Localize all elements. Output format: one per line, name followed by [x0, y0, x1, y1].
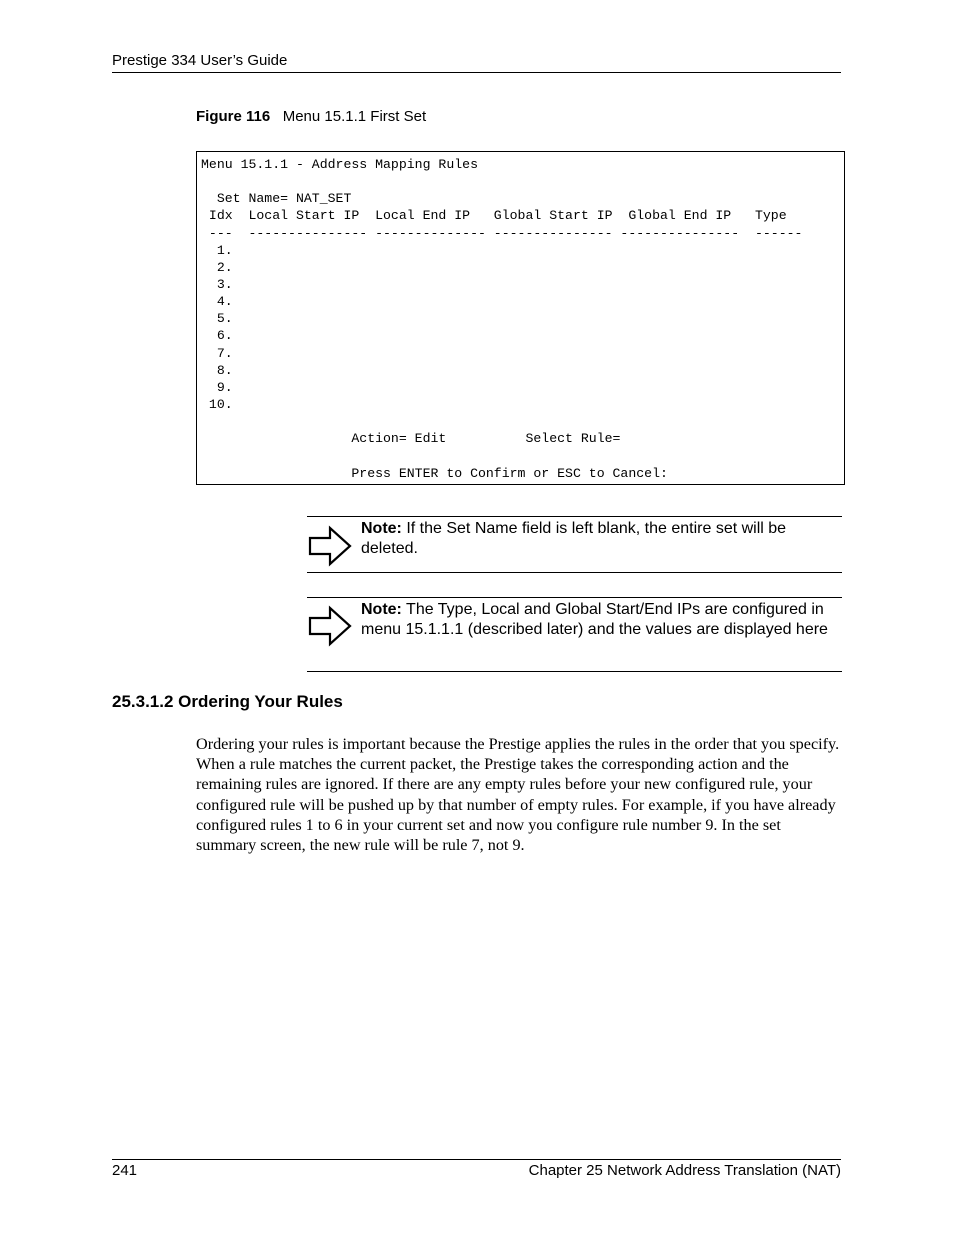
terminal-line: Press ENTER to Confirm or ESC to Cancel: — [201, 465, 668, 481]
terminal-line: --- --------------- -------------- --------------- --------------- ------ — [201, 225, 803, 241]
note-body: The Type, Local and Global Start/End IPs are configured in menu 15.1.1.1 (described later) and the values are displayed here — [361, 601, 828, 639]
terminal-line: 9. — [201, 379, 233, 395]
note-top-rule — [307, 597, 842, 598]
terminal-line: 6. — [201, 328, 233, 344]
header-rule — [112, 72, 841, 73]
note-label: Note: — [361, 601, 402, 618]
note-label: Note: — [361, 520, 402, 537]
terminal-line: 3. — [201, 276, 233, 292]
body-paragraph: Ordering your rules is important because the Prestige applies the rules in the order that you specify. When a rule matches the current packet, the Prestige takes the corresponding action and the remaining rules are ignored. If there are any empty rules before your new configured rule, your configured rule will be pushed up by that number of empty rules. For example, if you have already configured rules 1 to 6 in your current set and now you configure rule number 9. In the set summary screen, the new rule will be rule 7, not 9. — [196, 735, 840, 855]
section-heading: 25.3.1.2 Ordering Your Rules — [112, 692, 343, 711]
terminal-text — [201, 156, 802, 482]
terminal-line — [201, 173, 802, 190]
figure-label: Figure 116 — [196, 108, 271, 125]
note-top-rule — [307, 516, 842, 517]
terminal-line: 4. — [201, 294, 233, 310]
note-text — [361, 600, 841, 640]
arrow-right-icon — [308, 524, 352, 573]
terminal-line — [201, 413, 802, 430]
terminal-screen — [196, 151, 845, 485]
terminal-line: 10. — [201, 396, 233, 412]
footer-rule — [112, 1159, 841, 1160]
terminal-line: 2. — [201, 259, 233, 275]
footer-chapter: Chapter 25 Network Address Translation (NAT) — [528, 1162, 841, 1179]
terminal-line: Action= Edit Select Rule= — [201, 431, 621, 447]
terminal-line: Set Name= NAT_SET — [201, 191, 352, 207]
terminal-line: 8. — [201, 362, 233, 378]
terminal-line: 1. — [201, 242, 233, 258]
arrow-right-icon — [308, 604, 352, 653]
page-number: 241 — [112, 1162, 138, 1179]
note-body: If the Set Name field is left blank, the entire set will be deleted. — [361, 520, 787, 558]
running-header-title: Prestige 334 User’s Guide — [112, 52, 288, 69]
terminal-line: Idx Local Start IP Local End IP Global Start IP Global End IP Type — [201, 208, 787, 224]
figure-title: Menu 15.1.1 First Set — [282, 108, 427, 125]
terminal-line: 5. — [201, 311, 233, 327]
note-bottom-rule — [307, 572, 842, 573]
terminal-line — [201, 447, 802, 464]
figure-caption — [196, 108, 426, 125]
terminal-line: 7. — [201, 345, 233, 361]
note-text — [361, 519, 841, 559]
note-bottom-rule — [307, 671, 842, 672]
terminal-line: Menu 15.1.1 - Address Mapping Rules — [201, 157, 478, 172]
